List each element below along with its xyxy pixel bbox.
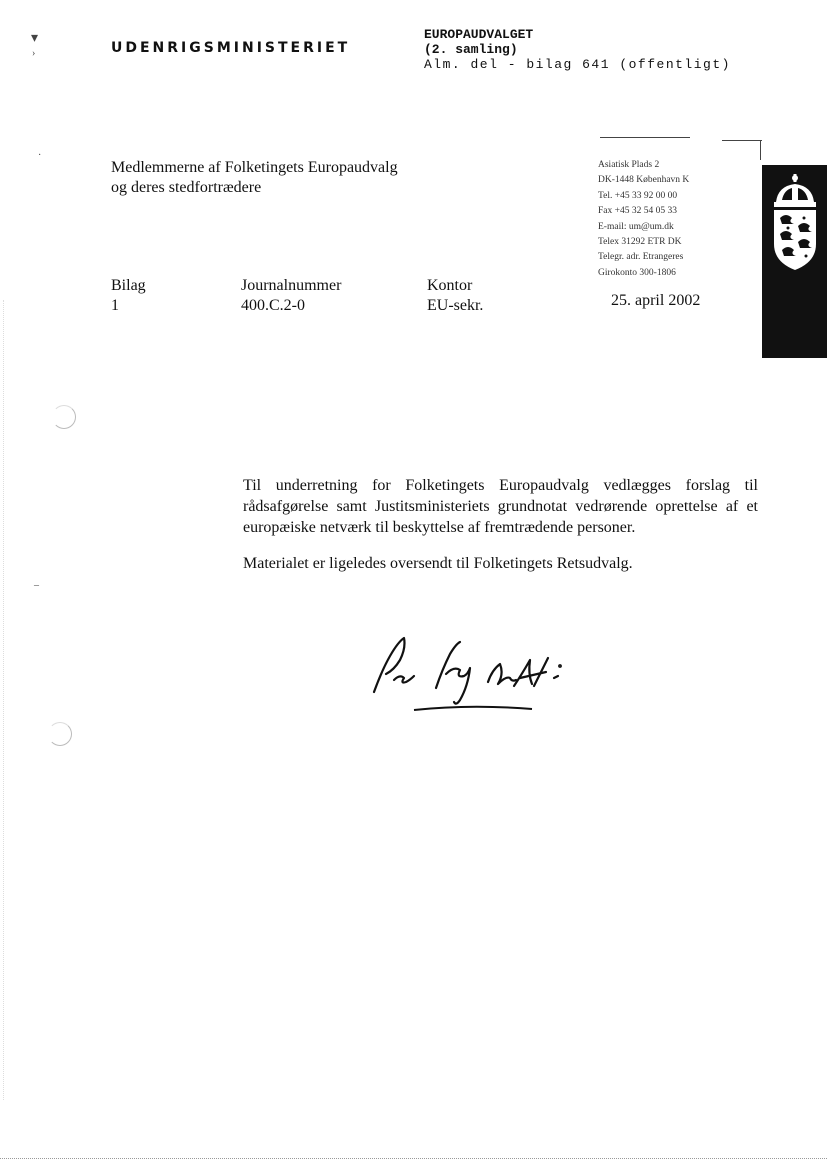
- office-value: EU-sekr.: [427, 297, 484, 314]
- body-paragraph: Til underretning for Folketingets Europaudvalg vedlægges forslag til rådsafgørelse samt Justitsministeriets grundnotat vedrørende oprettelse af et europæiske netværk til beskyttelse af fremtrædende personer.: [243, 477, 758, 536]
- royal-crest-icon: [768, 172, 822, 282]
- office-label: Kontor: [427, 277, 473, 294]
- journal-value: 400.C.2-0: [241, 297, 305, 314]
- attachment-field: [111, 276, 146, 316]
- recipient-line: Medlemmerne af Folketingets Europaudvalg: [111, 159, 398, 176]
- ministry-name: UDENRIGSMINISTERIET: [111, 40, 351, 56]
- address-line: Girokonto 300-1806: [598, 267, 676, 278]
- address-rule: [760, 140, 761, 160]
- journal-field: [241, 276, 341, 316]
- address-line: Telegr. adr. Etrangeres: [598, 252, 684, 263]
- address-line: E-mail: um@um.dk: [598, 221, 674, 232]
- attachment-label: Bilag: [111, 277, 146, 294]
- address-line: DK-1448 København K: [598, 175, 690, 186]
- stamp-line-reference: Alm. del - bilag 641 (offentligt): [424, 57, 731, 72]
- address-rule: [722, 140, 762, 141]
- office-field: [427, 276, 483, 316]
- scan-edge: [0, 1158, 827, 1159]
- address-line: Asiatisk Plads 2: [598, 160, 660, 170]
- handwritten-signature: [370, 630, 580, 720]
- address-line: Fax +45 32 54 05 33: [598, 206, 677, 217]
- margin-mark: ›: [32, 48, 36, 59]
- letter-date: 25. april 2002: [611, 292, 701, 309]
- scan-edge: [3, 300, 4, 1100]
- punch-hole: [48, 722, 72, 746]
- received-stamp: [424, 27, 731, 72]
- margin-mark: ▾: [31, 31, 39, 46]
- attachment-value: 1: [111, 297, 119, 314]
- margin-mark: –: [34, 580, 39, 591]
- recipient-line: og deres stedfortrædere: [111, 179, 262, 196]
- body-paragraph: Materialet er ligeledes oversendt til Folketingets Retsudvalg.: [243, 555, 633, 572]
- punch-hole: [52, 405, 76, 429]
- stamp-line-committee: EUROPAUDVALGET: [424, 27, 534, 42]
- stamp-line-session: (2. samling): [424, 42, 518, 57]
- address-rule: [600, 137, 690, 138]
- recipient-block: [111, 158, 398, 198]
- address-line: Tel. +45 33 92 00 00: [598, 190, 678, 201]
- sender-address: [598, 158, 689, 281]
- journal-label: Journalnummer: [241, 277, 342, 294]
- margin-mark: ·: [38, 150, 42, 161]
- address-line: Telex 31292 ETR DK: [598, 237, 682, 248]
